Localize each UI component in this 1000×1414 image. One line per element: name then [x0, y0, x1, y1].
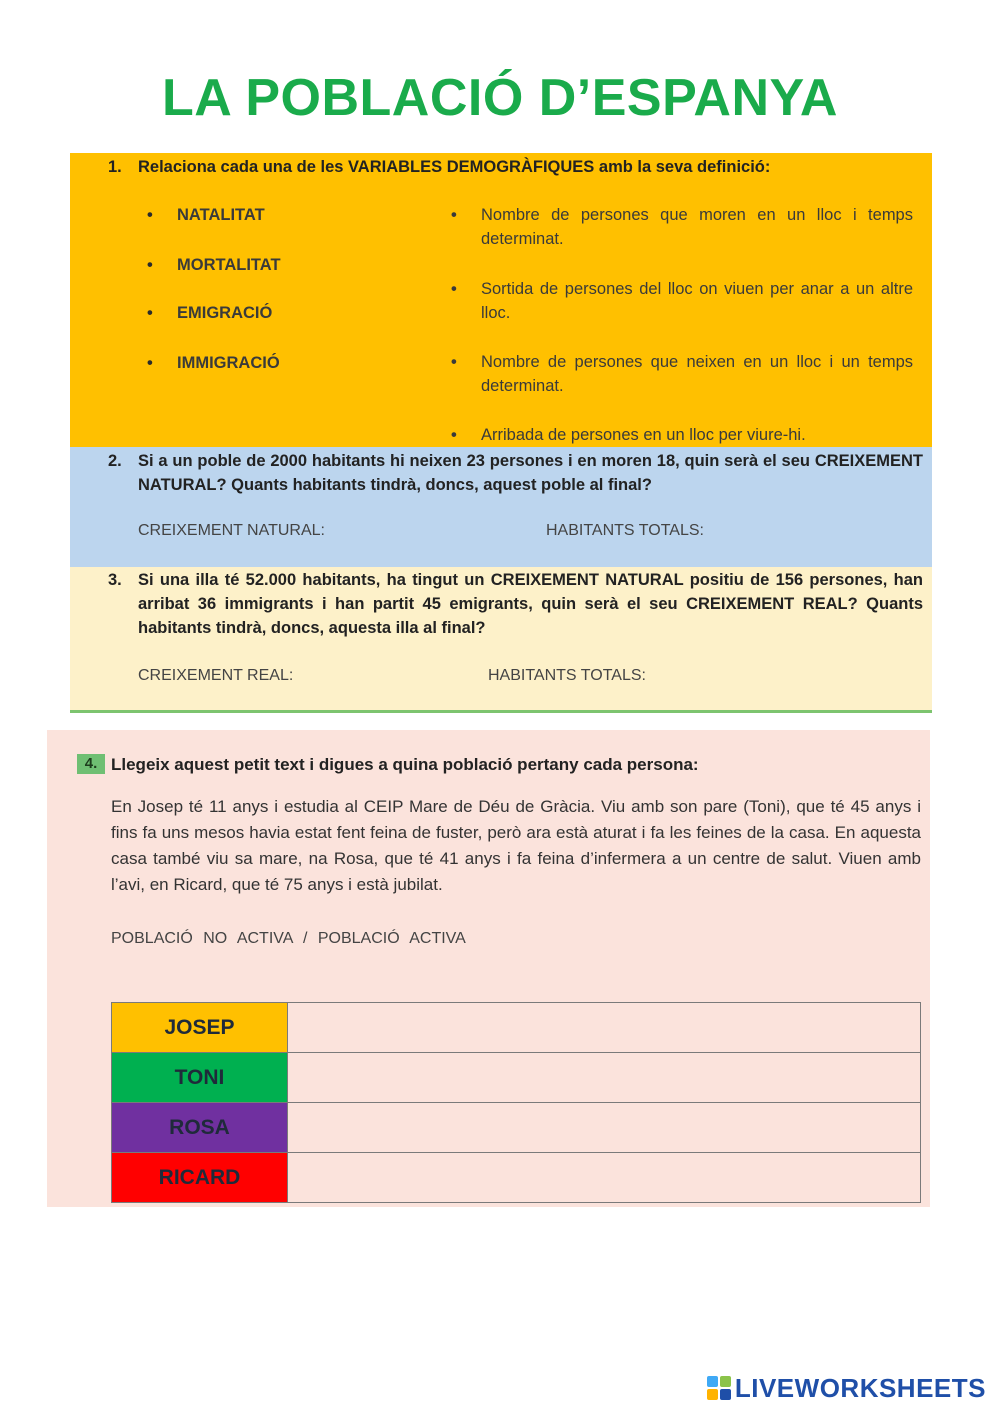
total-inhabitants-label: HABITANTS TOTALS:	[488, 667, 646, 684]
natural-growth-label: CREIXEMENT NATURAL:	[138, 522, 325, 539]
term-item[interactable]: • IMMIGRACIÓ	[147, 354, 280, 372]
table-row	[112, 1053, 921, 1103]
definition-item[interactable]: • Arribada de persones en un lloc per viure-hi.	[451, 426, 806, 444]
answer-cell[interactable]	[288, 1153, 921, 1203]
question-2-text: Si a un poble de 2000 habitants hi neixen 23 persones i en moren 18, quin serà el seu CREIXEMENT NATURAL? Quants habitants tindrà, doncs, aquest poble al final?	[138, 452, 923, 494]
total-inhabitants-label: HABITANTS TOTALS:	[546, 522, 704, 539]
question-number: 4.	[77, 754, 105, 774]
question-1-panel	[70, 153, 932, 447]
question-2-panel	[70, 447, 932, 567]
term-item[interactable]: • EMIGRACIÓ	[147, 304, 273, 322]
term-item[interactable]: • NATALITAT	[147, 206, 265, 224]
real-growth-label: CREIXEMENT REAL:	[138, 667, 294, 684]
question-3-panel	[70, 567, 932, 713]
row-name-ricard: RICARD	[112, 1153, 288, 1203]
answer-cell[interactable]	[288, 1053, 921, 1103]
question-4-heading: Llegeix aquest petit text i digues a quina població pertany cada persona:	[111, 755, 699, 774]
table-row	[112, 1153, 921, 1203]
row-name-rosa: ROSA	[112, 1103, 288, 1153]
question-2-heading	[108, 449, 923, 497]
term-item[interactable]: • MORTALITAT	[147, 256, 281, 274]
liveworksheets-logo	[707, 1374, 986, 1402]
answer-table	[111, 1002, 921, 1203]
answer-cell[interactable]	[288, 1103, 921, 1153]
definition-item[interactable]: • Nombre de persones que neixen en un lloc i un temps determinat.	[451, 353, 913, 395]
question-number: 3.	[108, 571, 122, 589]
table-row	[112, 1103, 921, 1153]
row-name-josep: JOSEP	[112, 1003, 288, 1053]
logo-icon	[707, 1376, 731, 1400]
question-1-text-end: amb la seva definició:	[594, 158, 771, 176]
population-options: POBLACIÓ NO ACTIVA / POBLACIÓ ACTIVA	[111, 930, 466, 947]
question-number: 2.	[108, 452, 122, 470]
question-4-panel	[47, 730, 930, 1207]
question-3-heading	[108, 568, 923, 640]
table-row	[112, 1003, 921, 1053]
definition-item[interactable]: • Sortida de persones del lloc on viuen per anar a un altre lloc.	[451, 280, 913, 322]
logo-text: LIVEWORKSHEETS	[734, 1372, 986, 1403]
row-name-toni: TONI	[112, 1053, 288, 1103]
answer-cell[interactable]	[288, 1003, 921, 1053]
question-4-paragraph: En Josep té 11 anys i estudia al CEIP Mare de Déu de Gràcia. Viu amb son pare (Toni), que té 45 anys i fins fa uns mesos havia estat fent feina de fuster, però ara està aturat i fa les feines de la casa. En aquesta casa també viu sa mare, na Rosa, que té 41 anys i fa feina d’infermera a un centre de salut. Viuen amb l’avi, en Ricard, que té 75 anys i està jubilat.	[111, 797, 921, 894]
question-number: 1.	[108, 158, 122, 176]
definition-item[interactable]: • Nombre de persones que moren en un lloc i temps determinat.	[451, 206, 913, 248]
question-1-text: Relaciona cada una de les	[138, 158, 349, 176]
question-1-keyword: VARIABLES DEMOGRÀFIQUES	[348, 158, 595, 176]
page-title: LA POBLACIÓ D’ESPANYA	[162, 69, 838, 127]
question-3-text: Si una illa té 52.000 habitants, ha tingut un CREIXEMENT NATURAL positiu de 156 persones, han arribat 36 immigrants i han partit 45 emigrants, quin serà el seu CREIXEMENT REAL? Quants habitants tindrà, doncs, aquesta illa al final?	[138, 571, 923, 637]
